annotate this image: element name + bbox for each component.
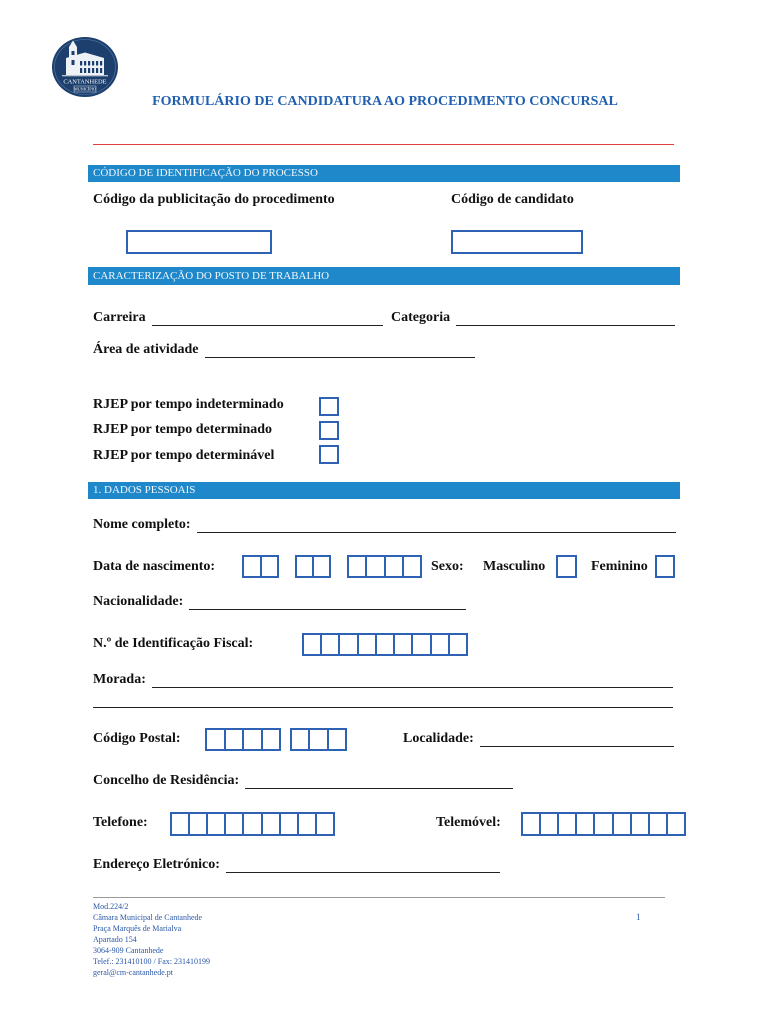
logo-subtitle-text: MUNICÍPIO <box>73 86 97 92</box>
postal-code-prefix-digit-cell[interactable] <box>261 728 282 751</box>
phone-digit-cell[interactable] <box>242 812 262 836</box>
nif[interactable] <box>302 633 468 656</box>
phone-digit-cell[interactable] <box>224 812 244 836</box>
publication-code-field[interactable] <box>126 230 272 254</box>
email-row <box>93 856 500 874</box>
phone-digit-cell[interactable] <box>297 812 317 836</box>
footer-line: Telef.: 231410100 / Fax: 231410199 <box>93 957 210 966</box>
postal-code-prefix-digit-cell[interactable] <box>242 728 263 751</box>
title-divider <box>93 144 674 145</box>
birth-month-digit-cell[interactable] <box>312 555 331 578</box>
footer-line: Praça Marquês de Marialva <box>93 924 182 933</box>
birth-date-label: Data de nascimento: <box>93 559 216 574</box>
birth-day-digit-cell[interactable] <box>260 555 280 578</box>
nif-digit-cell[interactable] <box>302 633 322 656</box>
category-label: Categoria <box>391 310 451 325</box>
mobile-digit-cell[interactable] <box>539 812 559 836</box>
section-header-job-label: CARACTERIZAÇÃO DO POSTO DE TRABALHO <box>93 270 330 282</box>
phone-label: Telefone: <box>93 815 148 830</box>
male-checkbox[interactable] <box>556 555 577 578</box>
nif-digit-cell[interactable] <box>448 633 468 656</box>
footer-email: geral@cm-cantanhede.pt <box>93 968 173 977</box>
council-field[interactable] <box>245 773 513 789</box>
mobile-label: Telemóvel: <box>436 815 501 830</box>
page-number: 1 <box>636 912 641 922</box>
form-title: FORMULÁRIO DE CANDIDATURA AO PROCEDIMENTO CONCURSAL <box>152 94 618 109</box>
mobile-digit-cell[interactable] <box>557 812 577 836</box>
mobile-digit-cell[interactable] <box>666 812 686 836</box>
full-name-field[interactable] <box>197 517 676 533</box>
footer-address-block <box>93 901 210 978</box>
postal-code-suffix-digit-cell[interactable] <box>308 728 328 751</box>
rjep-indeterminate-checkbox[interactable] <box>319 397 339 416</box>
rjep-determinable-label: RJEP por tempo determinável <box>93 448 275 463</box>
locality-label: Localidade: <box>403 731 474 746</box>
footer-line: 3064-909 Cantanhede <box>93 946 164 955</box>
birth-year[interactable] <box>347 555 422 578</box>
rjep-determinate-checkbox[interactable] <box>319 421 339 440</box>
phone[interactable] <box>170 812 335 836</box>
section-header-process-label: CÓDIGO DE IDENTIFICAÇÃO DO PROCESSO <box>93 167 318 179</box>
email-field[interactable] <box>226 857 500 873</box>
section-header-job <box>88 267 680 285</box>
postal-code-prefix[interactable] <box>205 728 281 751</box>
mobile[interactable] <box>521 812 686 836</box>
nif-digit-cell[interactable] <box>338 633 358 656</box>
candidate-code-field[interactable] <box>451 230 583 254</box>
email-label: Endereço Eletrónico: <box>93 857 220 872</box>
council-label: Concelho de Residência: <box>93 773 240 788</box>
nif-label: N.º de Identificação Fiscal: <box>93 636 254 651</box>
mobile-digit-cell[interactable] <box>521 812 541 836</box>
postal-code-label: Código Postal: <box>93 731 181 746</box>
nif-digit-cell[interactable] <box>357 633 377 656</box>
section-header-process <box>88 165 680 182</box>
nif-digit-cell[interactable] <box>430 633 450 656</box>
birth-year-digit-cell[interactable] <box>402 555 422 578</box>
postal-code-suffix[interactable] <box>290 728 347 751</box>
footer-line: Apartado 154 <box>93 935 137 944</box>
activity-area-row <box>93 341 475 359</box>
nif-digit-cell[interactable] <box>393 633 413 656</box>
candidate-code-label: Código de candidato <box>451 192 574 207</box>
career-row <box>93 309 383 327</box>
nif-digit-cell[interactable] <box>375 633 395 656</box>
nif-digit-cell[interactable] <box>320 633 340 656</box>
career-field[interactable] <box>152 310 383 326</box>
postal-code-prefix-digit-cell[interactable] <box>224 728 245 751</box>
publication-code-label: Código da publicitação do procedimento <box>93 192 335 207</box>
rjep-indeterminate-label: RJEP por tempo indeterminado <box>93 397 284 412</box>
footer-line: Câmara Municipal de Cantanhede <box>93 913 203 922</box>
sex-label: Sexo: <box>431 559 464 574</box>
footer-divider <box>93 897 665 898</box>
mobile-digit-cell[interactable] <box>575 812 595 836</box>
address-row <box>93 671 673 689</box>
mobile-digit-cell[interactable] <box>612 812 632 836</box>
logo-name-text: CANTANHEDE <box>63 78 107 86</box>
address-field[interactable] <box>152 672 673 688</box>
nationality-label: Nacionalidade: <box>93 594 184 609</box>
postal-code-suffix-digit-cell[interactable] <box>327 728 347 751</box>
activity-area-field[interactable] <box>205 342 475 358</box>
full-name-row <box>93 516 676 534</box>
form-model-code: Mod.224/2 <box>93 902 129 911</box>
phone-digit-cell[interactable] <box>170 812 190 836</box>
full-name-label: Nome completo: <box>93 517 191 532</box>
mobile-digit-cell[interactable] <box>648 812 668 836</box>
female-label: Feminino <box>591 559 648 574</box>
nationality-field[interactable] <box>189 594 466 610</box>
birth-day[interactable] <box>242 555 279 578</box>
address-label: Morada: <box>93 672 146 687</box>
municipality-logo <box>51 36 119 98</box>
birth-year-digit-cell[interactable] <box>347 555 367 578</box>
council-row <box>93 772 513 790</box>
female-checkbox[interactable] <box>655 555 675 578</box>
category-field[interactable] <box>456 310 675 326</box>
activity-area-label: Área de atividade <box>93 342 199 357</box>
phone-digit-cell[interactable] <box>206 812 226 836</box>
category-row <box>391 309 675 327</box>
mobile-digit-cell[interactable] <box>593 812 613 836</box>
section-header-personal <box>88 482 680 499</box>
section-header-personal-label: 1. DADOS PESSOAIS <box>93 484 196 496</box>
male-label: Masculino <box>483 559 546 574</box>
nationality-row <box>93 593 466 611</box>
phone-digit-cell[interactable] <box>188 812 208 836</box>
address-field-line-2[interactable] <box>93 707 673 708</box>
locality-row <box>403 730 674 748</box>
postal-code-prefix-digit-cell[interactable] <box>205 728 226 751</box>
postal-code-suffix-digit-cell[interactable] <box>290 728 310 751</box>
career-label: Carreira <box>93 310 146 325</box>
birth-year-digit-cell[interactable] <box>384 555 404 578</box>
phone-digit-cell[interactable] <box>315 812 335 836</box>
mobile-digit-cell[interactable] <box>630 812 650 836</box>
rjep-determinable-checkbox[interactable] <box>319 445 339 464</box>
phone-digit-cell[interactable] <box>261 812 281 836</box>
nif-digit-cell[interactable] <box>411 633 431 656</box>
birth-month[interactable] <box>295 555 331 578</box>
birth-year-digit-cell[interactable] <box>365 555 385 578</box>
locality-field[interactable] <box>480 731 674 747</box>
rjep-determinate-label: RJEP por tempo determinado <box>93 422 273 437</box>
phone-digit-cell[interactable] <box>279 812 299 836</box>
